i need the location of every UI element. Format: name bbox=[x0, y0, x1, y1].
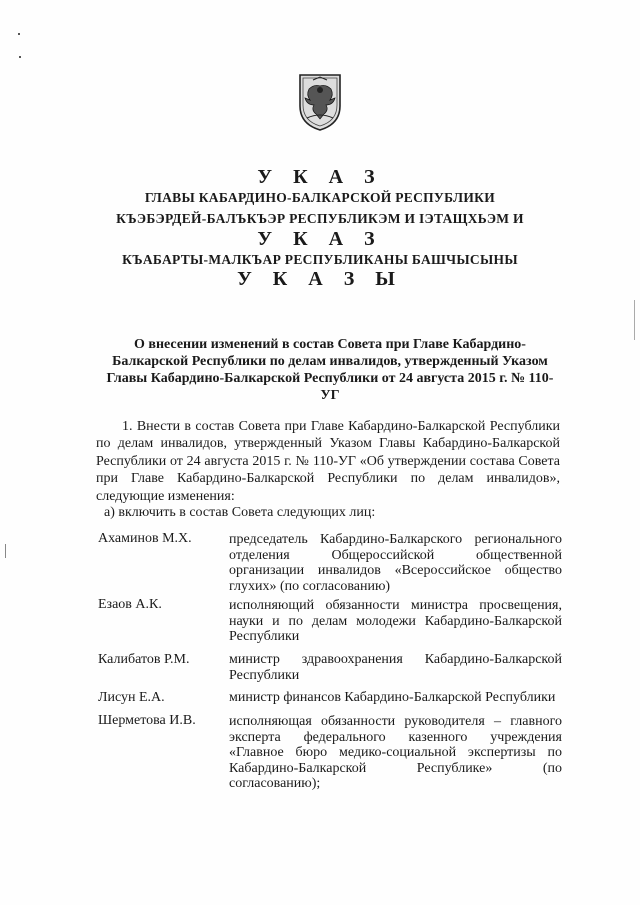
member-name: Ахаминов М.Х. bbox=[98, 531, 192, 546]
member-description: председатель Кабардино-Балкарского регионального отделения Общероссийской общественной организации инвалидов «Всероссийское общество глухих» (по согласованию) bbox=[229, 532, 562, 594]
paragraph-1: 1. Внести в состав Совета при Главе Кабардино-Балкарской Республики по делам инвалидов, утвержденный Указом Главы Кабардино-Балкарской Республики от 24 августа 2015 г. № 110-УГ «Об утверждении состава Совета при Главе Кабардино-Балкарской Республики по делам инвалидов», следующие изменения: bbox=[96, 419, 560, 504]
scan-mark-right bbox=[634, 300, 635, 340]
member-description: министр финансов Кабардино-Балкарской Республики bbox=[229, 690, 556, 705]
scan-speck bbox=[19, 56, 21, 58]
member-name: Калибатов Р.М. bbox=[98, 652, 190, 667]
scan-mark-left bbox=[5, 544, 6, 558]
coat-of-arms-emblem bbox=[297, 72, 343, 132]
subitem-a: а) включить в состав Совета следующих лиц: bbox=[104, 505, 376, 520]
header-line-kabardian: КЪЭБЭРДЕЙ-БАЛЪКЪЭР РЕСПУБЛИКЭМ И ІЭТАЩХЬЭМ И bbox=[116, 211, 524, 226]
member-name: Езаов А.К. bbox=[98, 597, 162, 612]
ukaz-heading-balkar: У К А З Ы bbox=[237, 268, 403, 290]
ukaz-heading: У К А З bbox=[257, 166, 383, 188]
member-name: Лисун Е.А. bbox=[98, 690, 165, 705]
header-line-balkar: КЪАБАРТЫ-МАЛКЪАР РЕСПУБЛИКАНЫ БАШЧЫСЫНЫ bbox=[122, 252, 518, 267]
member-name: Шерметова И.В. bbox=[98, 713, 196, 728]
ukaz-heading-kabardian: У К А З bbox=[257, 228, 383, 250]
scan-speck bbox=[18, 33, 20, 35]
decree-title: О внесении изменений в состав Совета при Главе Кабардино-Балкарской Республики по делам инвалидов, утвержденный Указом Главы Кабардино-Балкарской Республики от 24 августа 2015 г. № 110-УГ bbox=[106, 337, 554, 403]
header-line-russian: ГЛАВЫ КАБАРДИНО-БАЛКАРСКОЙ РЕСПУБЛИКИ bbox=[144, 190, 496, 205]
member-description: исполняющий обязанности министра просвещения, науки и по делам молодежи Кабардино-Балкарской Республики bbox=[229, 598, 562, 645]
member-description: исполняющая обязанности руководителя – главного эксперта федерального казенного учреждения «Главное бюро медико-социальной экспертизы по Кабардино-Балкарской Республике» (по согласованию); bbox=[229, 714, 562, 792]
member-description: министр здравоохранения Кабардино-Балкарской Республики bbox=[229, 652, 562, 683]
